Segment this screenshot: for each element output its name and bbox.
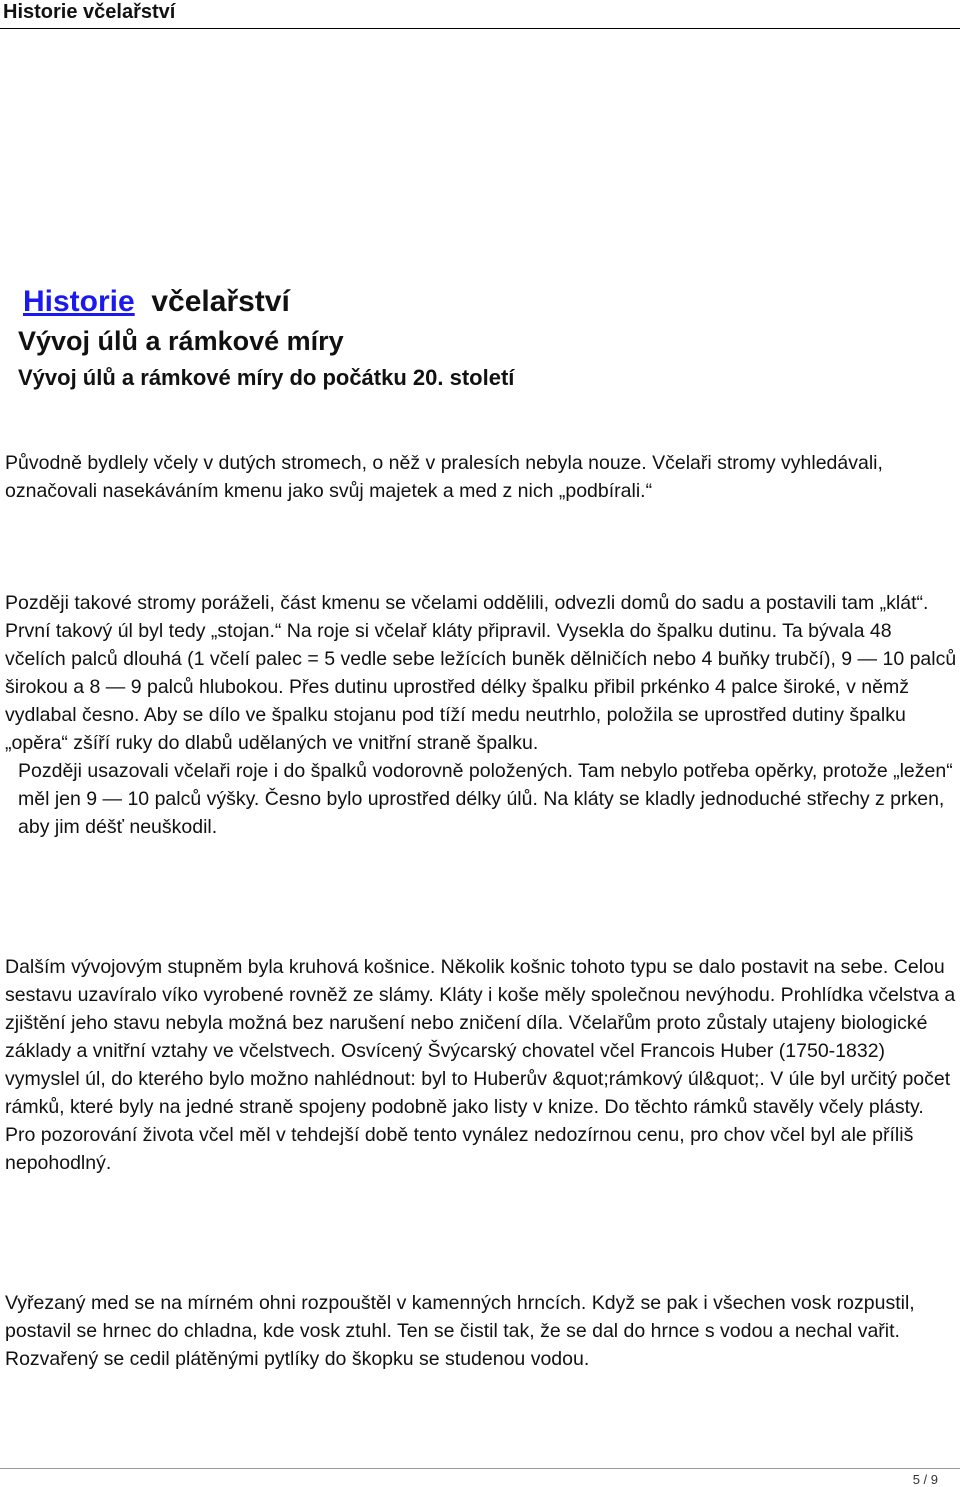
article-title bbox=[18, 282, 938, 322]
paragraph-group-klaty bbox=[5, 589, 957, 841]
article-subsubtitle: Vývoj úlů a rámkové míry do počátku 20. století bbox=[18, 365, 515, 390]
article-title-block bbox=[18, 282, 938, 396]
page-number: 5 / 9 bbox=[912, 1472, 938, 1487]
article-title-link[interactable]: Historie bbox=[23, 285, 135, 318]
page-header-title: Historie včelařství bbox=[3, 1, 176, 23]
article-title-rest: včelařství bbox=[151, 285, 290, 318]
paragraph-stojan: Později takové stromy poráželi, část kmenu se včelami oddělili, odvezli domů do sadu a postavili tam „klát“. První takový úl byl tedy „stojan.“ Na roje si včelař kláty připravil. Vysekla do špalku dutinu. Ta bývala 48 včelích palců dlouhá (1 včelí palec = 5 vedle sebe ležících buněk dělničích nebo 4 buňky trubčí), 9 — 10 palců širokou a 8 — 9 palců hlubokou. Přes dutinu uprostřed délky špalku přibil prkénko 4 palce široké, v němž vydlabal česno. Aby se dílo ve špalku stojanu pod tíží medu neutrhlo, položila se uprostřed dutiny špalku „opěra“ zšíří ruky do dlabů udělaných ve vnitřní straně špalku. bbox=[5, 592, 957, 754]
paragraph-lezen: Později usazovali včelaři roje i do špalků vodorovně položených. Tam nebylo potřeba opěrky, protože „ležen“ měl jen 9 — 10 palců výšky. Česno bylo uprostřed délky úlů. Na kláty se kladly jednoduché střechy z prken, aby jim déšť neuškodil. bbox=[18, 760, 953, 838]
article-subtitle: Vývoj úlů a rámkové míry bbox=[18, 326, 344, 356]
paragraph-kosnice: Dalším vývojovým stupněm byla kruhová košnice. Několik košnic tohoto typu se dalo postavit na sebe. Celou sestavu uzavíralo víko vyrobené rovněž ze slámy. Kláty i koše měly společnou nevýhodu. Prohlídka včelstva a zjištění jeho stavu nebyla možná bez narušení nebo zničení díla. Včelařům proto zůstaly utajeny biologické základy a vnitřní vztahy ve včelstvech. Osvícený Švýcarský chovatel včel Francois Huber (1750-1832) vymyslel úl, do kterého bylo možno nahlédnout: byl to Huberův &quot;rámkový úl&quot;. V úle byl určitý počet rámků, které byly na jedné straně spojeny podobně jako listy v knize. Do těchto rámků stavěly včely plásty. Pro pozorování života včel měl v tehdejší době tento vynález nedozírnou cenu, pro chov včel byl ale příliš nepohodlný. bbox=[5, 956, 956, 1174]
paragraph-hollow-trees: Původně bydlely včely v dutých stromech, o něž v pralesích nebyla nouze. Včelaři stromy vyhledávali, označovali nasekáváním kmenu jako svůj majetek a med z nich „podbírali.“ bbox=[5, 452, 883, 502]
header-divider bbox=[0, 28, 960, 29]
paragraph-wax: Vyřezaný med se na mírném ohni rozpouštěl v kamenných hrncích. Když se pak i všechen vosk rozpustil, postavil se hrnec do chladna, kde vosk ztuhl. Ten se čistil tak, že se dal do hrnce s vodou a nechal vařit. Rozvařený se cedil plátěnými pytlíky do škopku se studenou vodou. bbox=[5, 1292, 915, 1370]
footer-divider bbox=[0, 1468, 960, 1469]
